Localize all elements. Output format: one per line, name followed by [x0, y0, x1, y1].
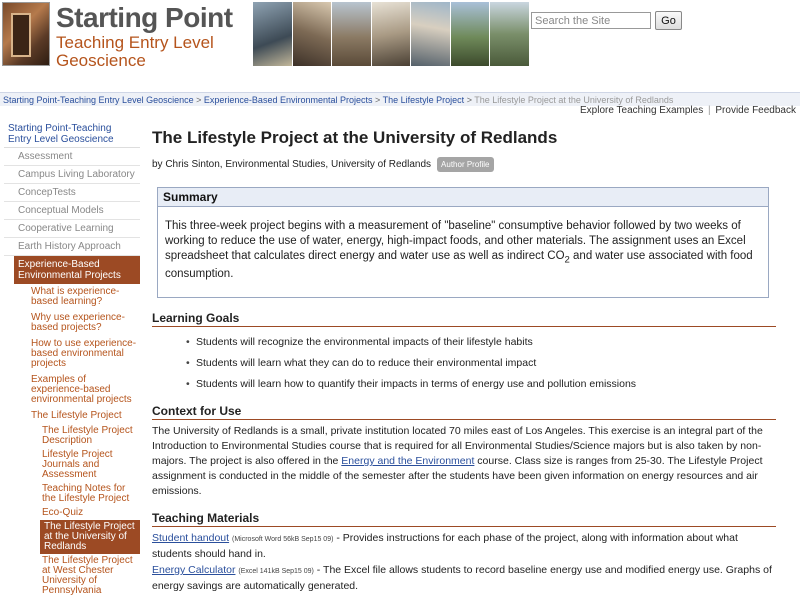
material-description: - Provides instructions for each phase of the project, along with information about what students should hand in.: [152, 532, 738, 561]
summary-box: [157, 187, 769, 298]
byline-text: by Chris Sinton, Environmental Studies, University of Redlands: [152, 159, 432, 170]
sidebar-subitem-lifestyle-project[interactable]: The Lifestyle Project: [31, 410, 122, 421]
sidebar-subsubitem-redlands[interactable]: The Lifestyle Project at the University of Redlands: [40, 520, 140, 554]
search-input[interactable]: [531, 12, 651, 29]
sidebar-item-conceptual-models[interactable]: Conceptual Models: [4, 202, 140, 220]
breadcrumb-separator: >: [466, 95, 472, 105]
sidebar-item-experience-based-projects[interactable]: Experience-Based Environmental Projects: [14, 256, 140, 284]
site-title[interactable]: Starting Point: [56, 2, 233, 33]
material-description: - The Excel file allows students to record baseline energy use and modified energy use. Graphs of energy savings are automatically generated.: [152, 564, 772, 593]
breadcrumb-link-experience-based[interactable]: Experience-Based Environmental Projects: [203, 95, 373, 105]
energy-and-environment-link[interactable]: Energy and the Environment: [341, 455, 475, 468]
author-profile-button[interactable]: Author Profile: [437, 157, 493, 172]
context-text-part2: course. Class size is ranges from 25-30. The Lifestyle Project assignment is conducted in the middle of the semester after the students have been given information on energy resources and air emissions.: [152, 455, 763, 498]
summary-text-part2: and water use associated with food consumption.: [165, 250, 753, 281]
list-item: • Students will recognize the environmental impacts of their lifestyle habits: [196, 337, 776, 348]
main-content: [152, 128, 776, 594]
sidebar-subitem-examples[interactable]: Examples of experience-based environmental projects: [31, 374, 132, 405]
sidebar-subsubitem-description[interactable]: The Lifestyle Project Description: [42, 425, 133, 446]
explore-teaching-examples-link[interactable]: Explore Teaching Examples: [580, 105, 704, 116]
summary-text-part1: This three-week project begins with a measurement of "baseline" consumptive behavior followed by two weeks of working to reduce the use of water, energy, high-impact foods, and other materials. The assignment uses an Excel spreadsheet that calculates direct energy and water use as well as indirect CO: [165, 220, 746, 262]
file-info: (Excel 141kB Sep15 09): [238, 568, 314, 576]
sidebar-subsubitem-teaching-notes[interactable]: Teaching Notes for the Lifestyle Project: [42, 483, 130, 504]
learning-goals-list: [152, 337, 776, 390]
summary-heading: Summary: [158, 188, 768, 207]
sidebar-subitem-how-to-use[interactable]: How to use experience-based environmental projects: [31, 338, 137, 369]
sidebar-item-campus-living-laboratory[interactable]: Campus Living Laboratory: [4, 166, 140, 184]
page-title: The Lifestyle Project at the University of Redlands: [152, 128, 558, 147]
sidebar-subsubitem-journals[interactable]: Lifestyle Project Journals and Assessment: [42, 449, 113, 480]
energy-calculator-link[interactable]: Energy Calculator: [152, 564, 236, 577]
sidebar-subsubitem-west-chester[interactable]: The Lifestyle Project at West Chester University of Pennsylvania: [42, 555, 133, 596]
sidebar-item-assessment[interactable]: Assessment: [4, 148, 140, 166]
context-paragraph: [152, 424, 776, 499]
sidebar-subitem-why-use[interactable]: Why use experience-based projects?: [31, 312, 125, 333]
material-energy-calculator: [152, 563, 776, 594]
search-go-button[interactable]: Go: [655, 11, 682, 30]
sidebar-item-conceptests[interactable]: ConcepTests: [4, 184, 140, 202]
file-info: (Microsoft Word 56kB Sep15 09): [232, 536, 334, 544]
top-links: [580, 105, 796, 116]
summary-text: [158, 207, 768, 297]
list-item: • Students will learn how to quantify their impacts in terms of energy use and pollution emissions: [196, 379, 776, 390]
header-photo-banner: [253, 2, 529, 66]
breadcrumb-link-starting-point[interactable]: Starting Point-Teaching Entry Level Geoscience: [3, 95, 194, 105]
context-for-use-heading: Context for Use: [152, 404, 776, 420]
breadcrumb-separator: >: [196, 95, 202, 105]
site-subtitle-line1[interactable]: Teaching Entry Level: [56, 33, 214, 52]
breadcrumb-current: The Lifestyle Project at the University of Redlands: [474, 95, 674, 105]
list-item: • Students will learn what they can do to reduce their environmental impact: [196, 358, 776, 369]
sidebar-subitem-what-is[interactable]: What is experience-based learning?: [31, 286, 120, 307]
breadcrumb: [0, 92, 800, 106]
material-student-handout: [152, 531, 776, 562]
sidebar-subsubitem-eco-quiz[interactable]: Eco-Quiz: [42, 507, 84, 518]
sidebar-item-cooperative-learning[interactable]: Cooperative Learning: [4, 220, 140, 238]
student-handout-link[interactable]: Student handout: [152, 532, 230, 545]
teaching-materials-heading: Teaching Materials: [152, 511, 776, 527]
context-text-part1: The University of Redlands is a small, private institution located 70 miles east of Los Angeles. This exercise is an integral part of the Introduction to Environmental Studies course that is required for all Environmental Studies/Science majors but is also taken by non-majors. The project is also offered in the: [152, 425, 763, 468]
provide-feedback-link[interactable]: Provide Feedback: [715, 105, 796, 116]
site-header: [0, 0, 800, 70]
sidebar-item-starting-point[interactable]: Starting Point-Teaching Entry Level Geoscience: [4, 120, 140, 148]
summary-subscript: 2: [564, 254, 570, 266]
breadcrumb-separator: >: [375, 95, 381, 105]
byline: [152, 157, 776, 172]
top-links-separator: |: [708, 105, 711, 116]
site-subtitle-line2[interactable]: Geoscience: [56, 51, 146, 70]
sidebar-nav: [4, 120, 140, 598]
sidebar-item-earth-history-approach[interactable]: Earth History Approach: [4, 238, 140, 256]
logo-image[interactable]: [2, 2, 50, 66]
learning-goals-heading: Learning Goals: [152, 311, 776, 327]
breadcrumb-link-lifestyle-project[interactable]: The Lifestyle Project: [382, 95, 465, 105]
